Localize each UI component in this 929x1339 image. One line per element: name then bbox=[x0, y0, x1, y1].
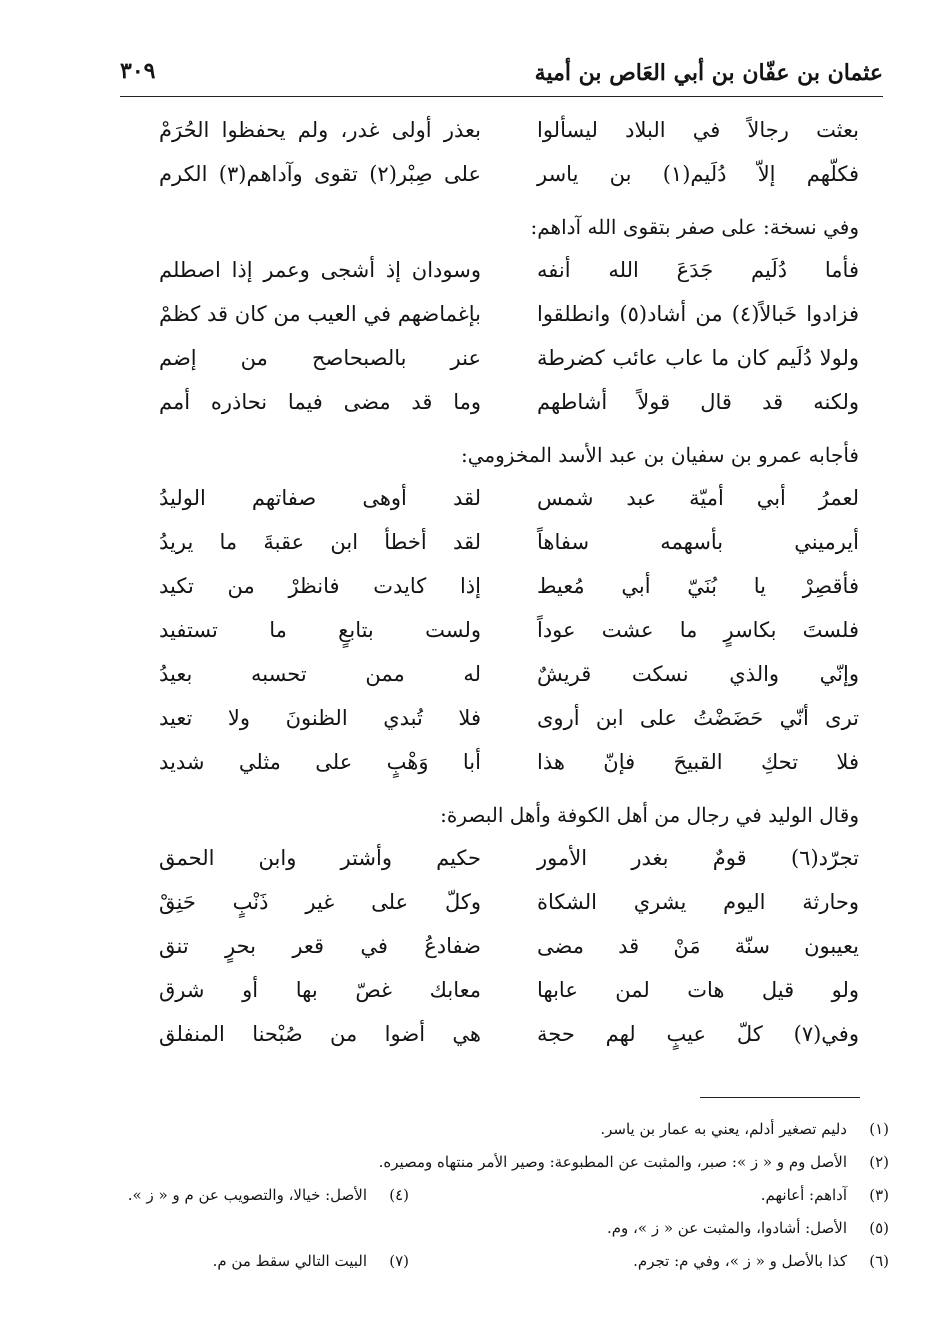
verse-second-hemistich: هي أضوا من صُبْحنا المنفلق bbox=[159, 1022, 481, 1046]
footnote-rule bbox=[700, 1097, 860, 1098]
footnote-number: (٥) bbox=[869, 1219, 889, 1237]
verse-first-hemistich: وإنّي والذي نسكت قريشٌ bbox=[537, 662, 859, 686]
poem-section-2 bbox=[159, 258, 859, 434]
verse-second-hemistich: وسودان إذ أشجى وعمر إذا اصطلم bbox=[159, 258, 481, 282]
variant-note: وفي نسخة: على صفر بتقوى الله آداهم: bbox=[530, 215, 859, 239]
verse-first-hemistich: فلستَ بكاسرٍ ما عشت عوداً bbox=[537, 618, 859, 642]
footnotes bbox=[99, 1120, 889, 1285]
footnote-4 bbox=[128, 1186, 409, 1204]
verse-first-hemistich: ولولا دُلَيم كان ما عاب عائب كضرطة bbox=[537, 346, 859, 370]
footnote-2 bbox=[379, 1153, 889, 1171]
page-header bbox=[120, 56, 883, 97]
footnote-7 bbox=[213, 1252, 409, 1270]
footnote-number: (٦) bbox=[869, 1252, 889, 1270]
running-head: عثمان بن عفّان بن أبي العَاص بن أمية bbox=[534, 60, 883, 86]
verse bbox=[159, 662, 859, 706]
verse bbox=[159, 162, 859, 206]
verse bbox=[159, 750, 859, 794]
verse-first-hemistich: وحارثة اليوم يشري الشكاة bbox=[537, 890, 859, 914]
verse-first-hemistich: ترى أنّي حَضَضْتُ على ابن أروى bbox=[537, 706, 859, 730]
poem-section-3 bbox=[159, 486, 859, 794]
verse-first-hemistich: فلا تحكِ القبيحَ فإنّ هذا bbox=[537, 750, 859, 774]
footnote-line bbox=[99, 1120, 889, 1153]
footnote-text: الأصل وم و « ز »: صبر، والمثبت عن المطبوعة: وصير الأمر منتهاه ومصيره. bbox=[378, 1153, 847, 1171]
verse-first-hemistich: بعثت رجالاً في البلاد ليسألوا bbox=[537, 118, 859, 142]
main-text bbox=[159, 118, 859, 1066]
verse-first-hemistich: وفي(٧) كلّ عيبٍ لهم حجة bbox=[537, 1022, 859, 1046]
verse bbox=[159, 618, 859, 662]
verse bbox=[159, 978, 859, 1022]
verse bbox=[159, 530, 859, 574]
reply-intro: فأجابه عمرو بن سفيان بن عبد الأسد المخزومي: bbox=[461, 443, 859, 467]
verse-second-hemistich: لقد أخطأ ابن عقبةَ ما يريدُ bbox=[159, 530, 481, 554]
verse bbox=[159, 390, 859, 434]
verse bbox=[159, 846, 859, 890]
footnote-number: (١) bbox=[869, 1120, 889, 1138]
footnote-text: كذا بالأصل و « ز »، وفي م: تجرم. bbox=[633, 1252, 847, 1270]
verse-second-hemistich: إذا كايدت فانظرْ من تكيد bbox=[159, 574, 481, 598]
footnote-text: آداهم: أعانهم. bbox=[760, 1186, 847, 1204]
verse-second-hemistich: بإغماضهم في العيب من كان قد كظمْ bbox=[159, 302, 481, 326]
verse bbox=[159, 346, 859, 390]
footnote-5 bbox=[607, 1219, 889, 1237]
verse-second-hemistich: فلا تُبدي الظنونَ ولا تعيد bbox=[159, 706, 481, 730]
page-number: ٣٠٩ bbox=[120, 58, 156, 84]
footnote-3 bbox=[761, 1186, 889, 1204]
verse-second-hemistich: ضفادعُ في قعر بحرٍ تنق bbox=[159, 934, 481, 958]
footnote-line bbox=[99, 1186, 889, 1219]
verse-first-hemistich: فزادوا خَبالاً(٤) من أشاد(٥) وانطلقوا bbox=[537, 302, 859, 326]
footnote-line bbox=[99, 1153, 889, 1186]
verse-first-hemistich: تجرّد(٦) قومٌ بغدر الأمور bbox=[537, 846, 859, 870]
verse-second-hemistich: على صِبْر(٢) تقوى وآداهم(٣) الكرم bbox=[159, 162, 482, 186]
verse bbox=[159, 486, 859, 530]
verse-second-hemistich: بعذر أولى غدر، ولم يحفظوا الحُرَمْ bbox=[159, 118, 481, 142]
footnote-text: الأصل: خيالا، والتصويب عن م و « ز ». bbox=[127, 1186, 367, 1204]
verse-first-hemistich: فأقصِرْ يا بُنَيّ أبي مُعيط bbox=[537, 574, 859, 598]
verse-second-hemistich: معابك غصّ بها أو شرق bbox=[159, 978, 481, 1002]
verse bbox=[159, 890, 859, 934]
footnote-6 bbox=[633, 1252, 889, 1270]
verse bbox=[159, 302, 859, 346]
verse-second-hemistich: وكلّ على غير ذَنْبٍ حَنِقْ bbox=[159, 890, 481, 914]
verse bbox=[159, 258, 859, 302]
verse bbox=[159, 118, 859, 162]
footnote-number: (٧) bbox=[389, 1252, 409, 1270]
verse-second-hemistich: ولست بتابعٍ ما تستفيد bbox=[159, 618, 481, 642]
walid-intro: وقال الوليد في رجال من أهل الكوفة وأهل البصرة: bbox=[440, 803, 859, 827]
poem-section-1 bbox=[159, 118, 859, 206]
verse-second-hemistich: عنر بالصبحاصح من إضم bbox=[159, 346, 481, 370]
verse-first-hemistich: لعمرُ أبي أميّة عبد شمس bbox=[537, 486, 859, 510]
verse bbox=[159, 1022, 859, 1066]
verse-first-hemistich: أيرميني بأسهمه سفاهاً bbox=[537, 530, 859, 554]
verse-first-hemistich: ولكنه قد قال قولاً أشاطهم bbox=[537, 390, 859, 414]
footnote-line bbox=[99, 1219, 889, 1252]
footnote-text: الأصل: أشادوا، والمثبت عن « ز »، وم. bbox=[606, 1219, 847, 1237]
verse-second-hemistich: له ممن تحسبه بعيدُ bbox=[159, 662, 481, 686]
verse bbox=[159, 934, 859, 978]
verse-second-hemistich: حكيم وأشتر وابن الحمق bbox=[159, 846, 481, 870]
verse bbox=[159, 706, 859, 750]
footnote-text: البيت التالي سقط من م. bbox=[212, 1252, 367, 1270]
footnote-text: دليم تصغير أدلم، يعني به عمار بن ياسر. bbox=[600, 1120, 847, 1138]
poem-section-4 bbox=[159, 846, 859, 1066]
footnote-number: (٣) bbox=[869, 1186, 889, 1204]
verse-first-hemistich: فأما دُلَيم جَدَعَ الله أنفه bbox=[537, 258, 859, 282]
verse-first-hemistich: فكلّهم إلاّ دُلَيم(١) بن ياسر bbox=[537, 162, 859, 186]
verse-first-hemistich: يعيبون سنّة مَنْ قد مضى bbox=[537, 934, 859, 958]
verse-second-hemistich: لقد أوهى صفاتهم الوليدُ bbox=[159, 486, 481, 510]
verse-second-hemistich: أبا وَهْبٍ على مثلي شديد bbox=[159, 750, 481, 774]
footnote-number: (٤) bbox=[389, 1186, 409, 1204]
verse bbox=[159, 574, 859, 618]
footnote-number: (٢) bbox=[869, 1153, 889, 1171]
verse-second-hemistich: وما قد مضى فيما نحاذره أمم bbox=[159, 390, 481, 414]
footnote-line bbox=[99, 1252, 889, 1285]
verse-first-hemistich: ولو قيل هات لمن عابها bbox=[537, 978, 859, 1002]
footnote-1 bbox=[600, 1120, 889, 1138]
